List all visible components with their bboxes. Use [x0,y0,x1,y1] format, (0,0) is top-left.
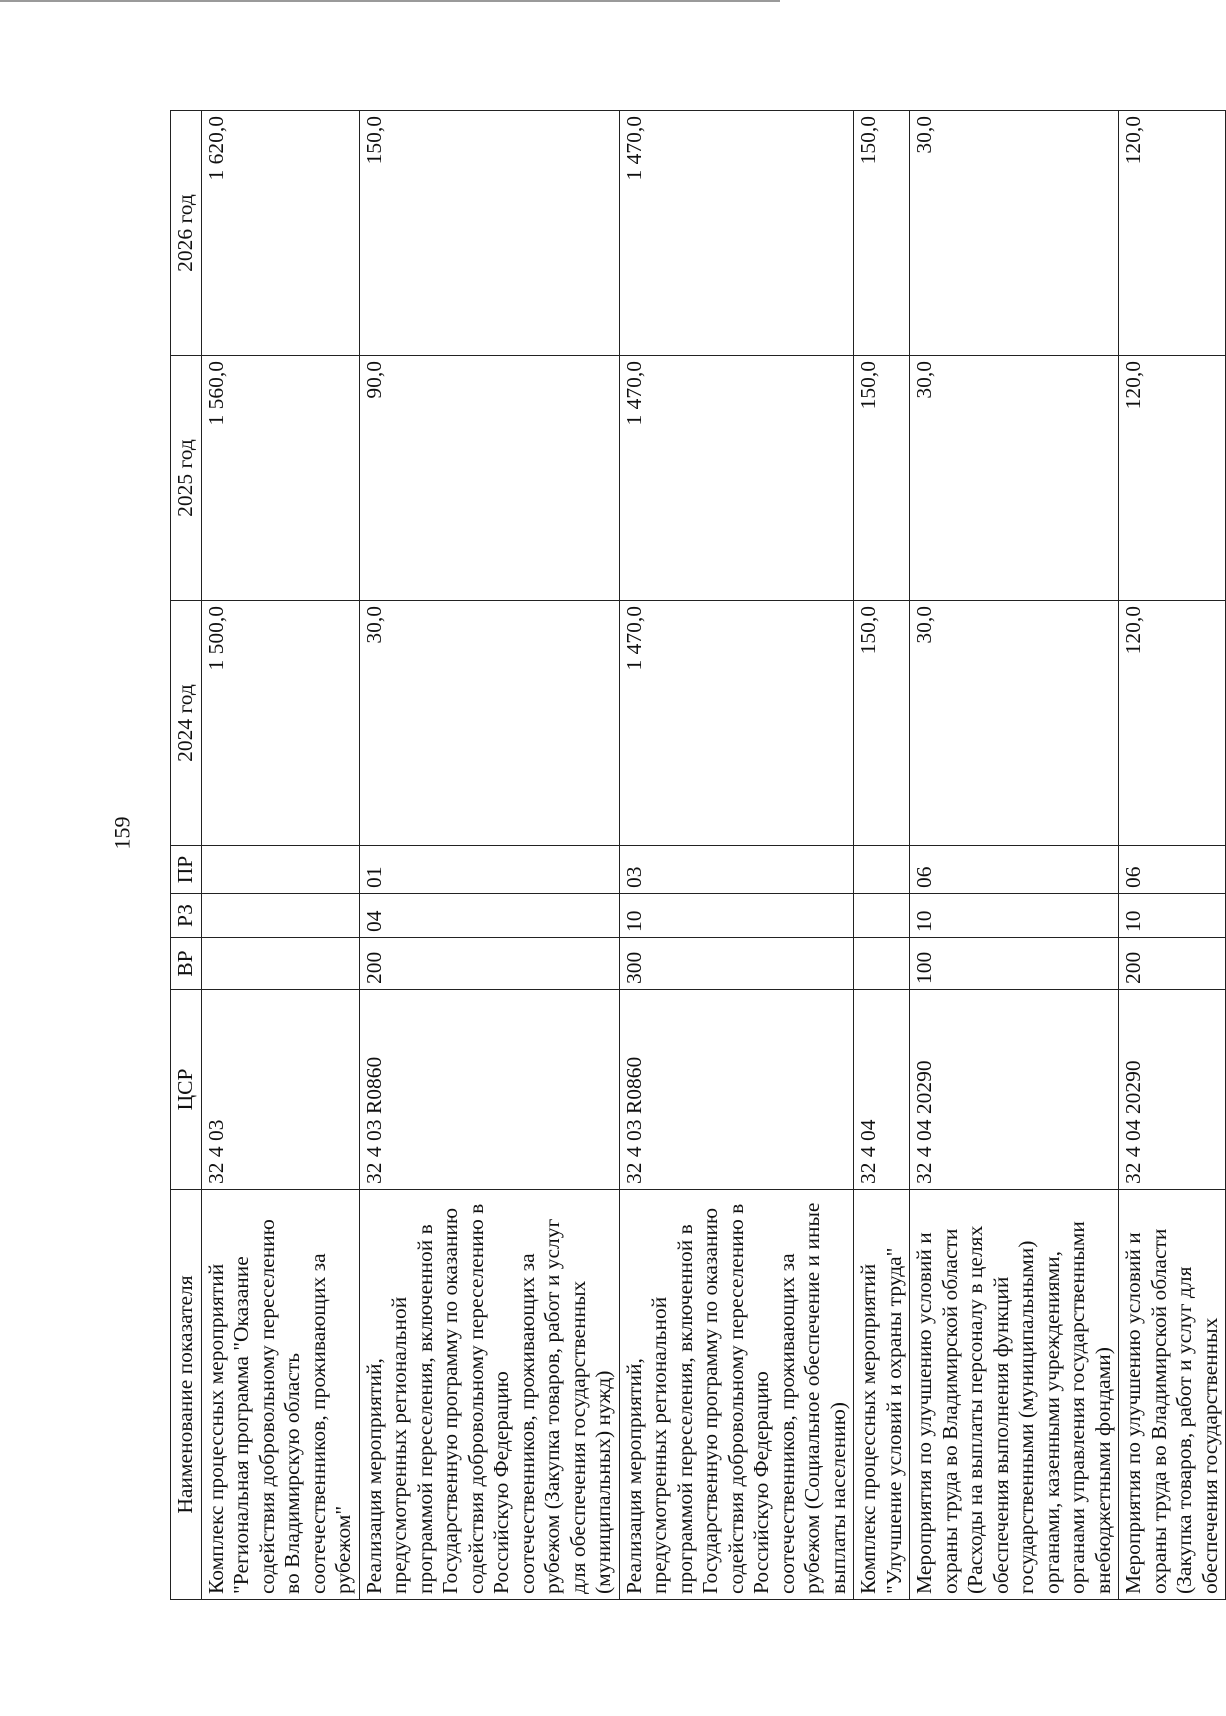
row-2024: 120,0 [1119,601,1226,846]
row-pr: 06 [910,846,1119,894]
header-name: Наименование показателя [171,1190,202,1600]
row-name: Комплекс процессных мероприятий "Региональная программа "Оказание содействия добровольному переселению во Владимирскую область соотечественников, проживающих за рубежом" [201,1190,359,1600]
rotated-page [170,110,1222,1600]
row-name: Реализация мероприятий, предусмотренных региональной программой переселения, включенной в Государственную программу по оказанию содействия добровольному переселению в Российскую Федерацию соотечественников, проживающих за рубежом (Закупка товаров, работ и услуг для обеспечения государственных (муниципальных) нужд) [359,1190,619,1600]
row-name: Комплекс процессных мероприятий "Улучшение условий и охраны труда" [854,1190,910,1600]
row-vr [201,938,359,990]
row-2025: 90,0 [359,356,619,601]
header-rz: РЗ [171,894,202,938]
row-csr: 32 4 03 [201,990,359,1190]
row-rz: 10 [619,894,854,938]
row-name: Реализация мероприятий, предусмотренных региональной программой переселения, включенной в Государственную программу по оказанию содействия добровольному переселению в Российскую Федерацию соотечественников, проживающих за рубежом (Социальное обеспечение и иные выплаты населению) [619,1190,854,1600]
table-row [910,111,1119,1600]
row-pr [201,846,359,894]
row-vr: 200 [1119,938,1226,990]
row-2024: 30,0 [359,601,619,846]
row-2024: 150,0 [854,601,910,846]
row-rz [201,894,359,938]
row-csr: 32 4 04 20290 [910,990,1119,1190]
row-name: Мероприятия по улучшению условий и охраны труда во Владимирской области (Расходы на выплаты персоналу в целях обеспечения выполнения функций государственными (муниципальными) органами, казенными учреждениями, органами управления государственными внебюджетными фондами) [910,1190,1119,1600]
row-2026: 150,0 [854,111,910,356]
row-rz: 10 [1119,894,1226,938]
row-2026: 150,0 [359,111,619,356]
table-row [619,111,854,1600]
row-2024: 1 470,0 [619,601,854,846]
row-rz: 10 [910,894,1119,938]
row-vr: 100 [910,938,1119,990]
row-vr [854,938,910,990]
row-rz: 04 [359,894,619,938]
header-2025: 2025 год [171,356,202,601]
table-row [201,111,359,1600]
row-2025: 1 470,0 [619,356,854,601]
page-number: 159 [109,816,135,850]
row-rz [854,894,910,938]
row-2026: 120,0 [1119,111,1226,356]
row-2025: 1 560,0 [201,356,359,601]
row-csr: 32 4 04 20290 [1119,990,1226,1190]
row-2024: 1 500,0 [201,601,359,846]
row-csr: 32 4 04 [854,990,910,1190]
header-pr: ПР [171,846,202,894]
header-vr: ВР [171,938,202,990]
row-2025: 120,0 [1119,356,1226,601]
row-pr: 06 [1119,846,1226,894]
table-row [1119,111,1226,1600]
row-pr [854,846,910,894]
row-pr: 01 [359,846,619,894]
row-name: Мероприятия по улучшению условий и охраны труда во Владимирской области (Закупка товаров, работ и услуг для обеспечения государственных [1119,1190,1226,1600]
row-csr: 32 4 03 R0860 [619,990,854,1190]
row-pr: 03 [619,846,854,894]
row-2025: 30,0 [910,356,1119,601]
row-csr: 32 4 03 R0860 [359,990,619,1190]
header-csr: ЦСР [171,990,202,1190]
table-header-row [171,111,202,1600]
table-row [854,111,910,1600]
table-row [359,111,619,1600]
header-2026: 2026 год [171,111,202,356]
row-2024: 30,0 [910,601,1119,846]
row-2026: 1 470,0 [619,111,854,356]
row-2025: 150,0 [854,356,910,601]
scan-top-edge [0,0,780,2]
budget-table [170,110,1226,1600]
row-2026: 30,0 [910,111,1119,356]
row-2026: 1 620,0 [201,111,359,356]
row-vr: 300 [619,938,854,990]
header-2024: 2024 год [171,601,202,846]
row-vr: 200 [359,938,619,990]
